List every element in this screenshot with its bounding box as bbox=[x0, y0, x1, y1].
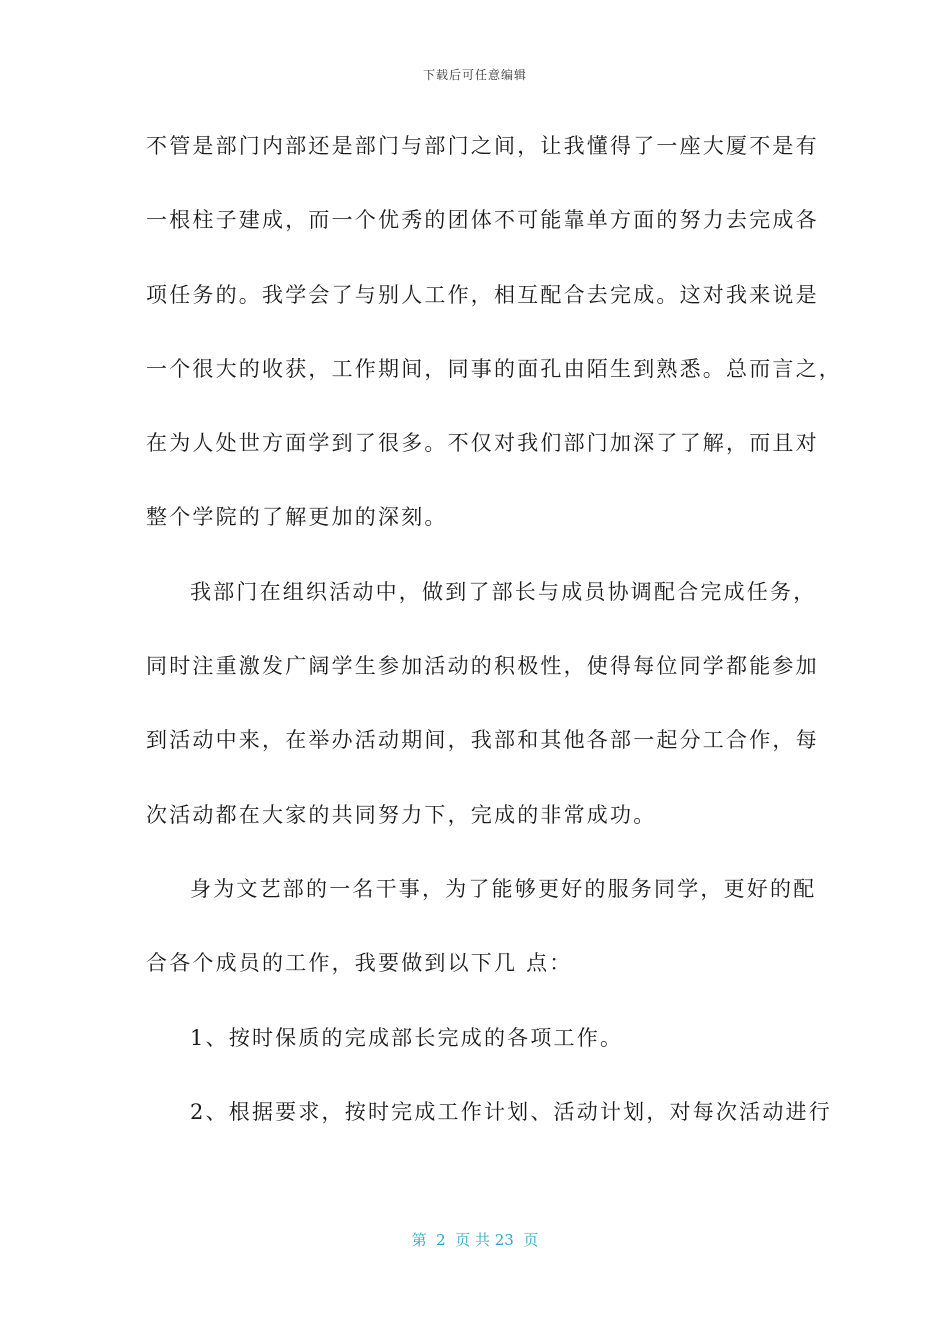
text-line: 一根柱子建成，而一个优秀的团体不可能靠单方面的努力去完成各 bbox=[146, 208, 819, 233]
text-line: 不管是部门内部还是部门与部门之间，让我懂得了一座大厦不是有 bbox=[146, 134, 819, 158]
text-line: 项任务的。我学会了与别人工作，相互配合去完成。这对我来说是 bbox=[146, 282, 819, 307]
text-line: 次活动都在大家的共同努力下，完成的非常成功。 bbox=[146, 802, 657, 827]
list-item: 1、按时保质的完成部长完成的各项工作。 bbox=[190, 1025, 624, 1050]
text-line: 同时注重激发广阔学生参加活动的积极性，使得每位同学都能参加 bbox=[146, 654, 819, 679]
paragraph-start-line: 我部门在组织活动中，做到了部长与成员协调配合完成任务， bbox=[190, 579, 817, 604]
text-line: 在为人处世方面学到了很多。不仅对我们部门加深了了解，而且对 bbox=[146, 431, 819, 456]
page-header: 下载后可任意编辑 bbox=[422, 68, 527, 82]
list-item: 2、根据要求，按时完成工作计划、活动计划，对每次活动进行 bbox=[190, 1099, 832, 1124]
text-line: 一个很大的收获，工作期间，同事的面孔由陌生到熟悉。总而言之， bbox=[146, 356, 842, 381]
text-line: 到活动中来，在举办活动期间，我部和其他各部一起分工合作，每 bbox=[146, 728, 819, 753]
text-line: 整个学院的了解更加的深刻。 bbox=[146, 505, 448, 530]
page-number-footer: 第 2 页 共 23 页 bbox=[411, 1231, 539, 1249]
text-line: 合各个成员的工作，我要做到以下几 点： bbox=[146, 951, 573, 976]
body-text bbox=[146, 128, 842, 1168]
paragraph-start-line: 身为文艺部的一名干事，为了能够更好的服务同学，更好的配 bbox=[190, 876, 817, 901]
